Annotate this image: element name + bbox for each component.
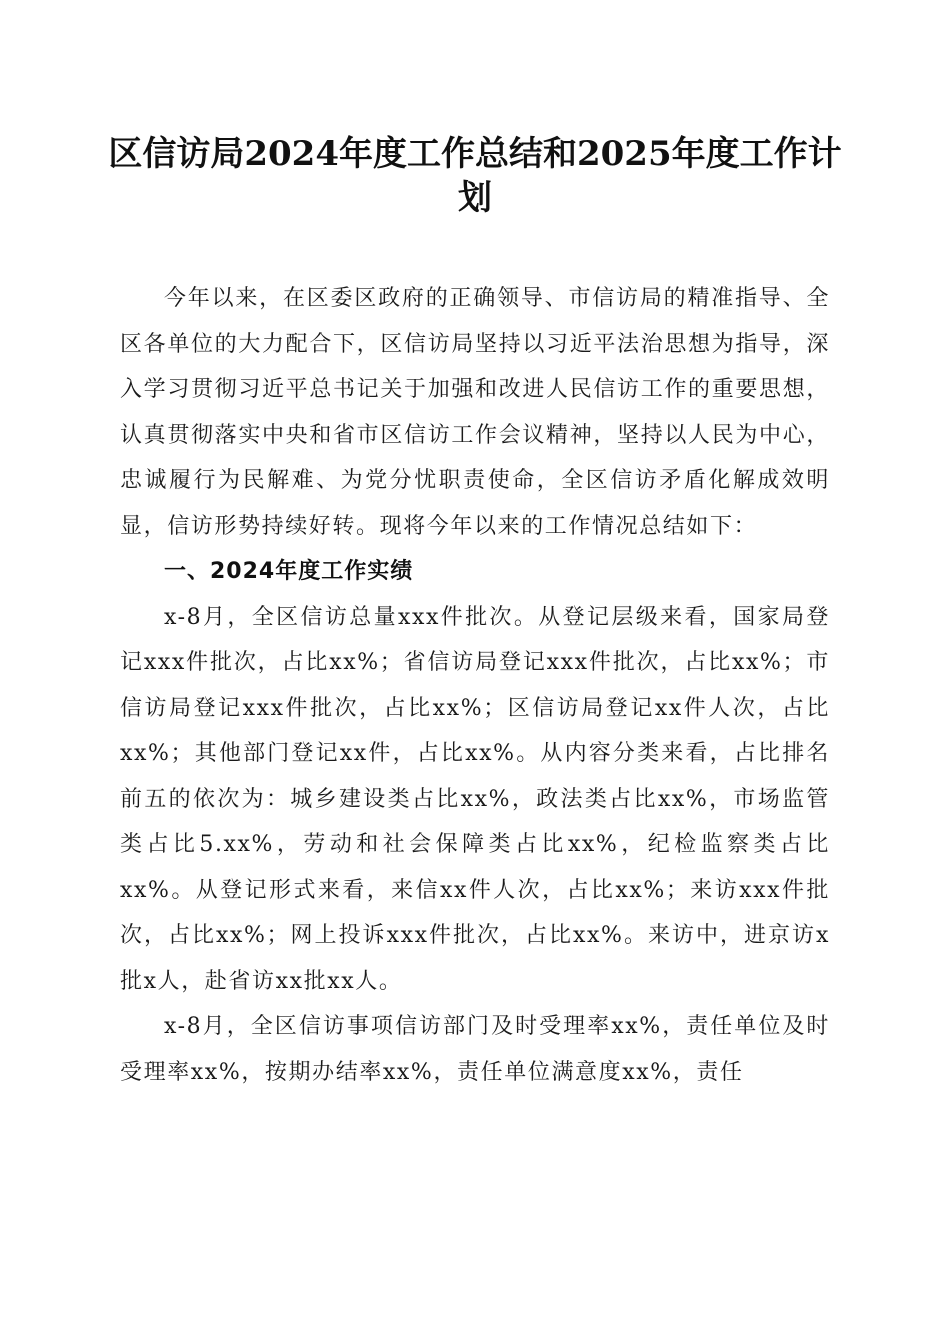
section-heading: 一、2024年度工作实绩 [164,559,414,584]
document-body [120,276,830,1095]
statistics-paragraph: x-8月，全区信访总量xxx件批次。从登记层级来看，国家局登记xxx件批次，占比xx%；省信访局登记xxx件批次，占比xx%；市信访局登记xxx件批次，占比xx%；区信访局登记xx件人次，占比xx%；其他部门登记xx件，占比xx%。从内容分类来看，占比排名前五的依次为：城乡建设类占比xx%，政法类占比xx%，市场监管类占比5.xx%，劳动和社会保障类占比xx%，纪检监察类占比xx%。从登记形式来看，来信xx件人次，占比xx%；来访xxx件批次，占比xx%；网上投诉xxx件批次，占比xx%。来访中，进京访x批x人，赴省访xx批xx人。 [120,604,830,994]
rates-paragraph: x-8月，全区信访事项信访部门及时受理率xx%，责任单位及时受理率xx%，按期办结率xx%，责任单位满意度xx%，责任 [120,1014,830,1085]
intro-paragraph: 今年以来，在区委区政府的正确领导、市信访局的精准指导、全区各单位的大力配合下，区信访局坚持以习近平法治思想为指导，深入学习贯彻习近平总书记关于加强和改进人民信访工作的重要思想，认真贯彻落实中央和省市区信访工作会议精神，坚持以人民为中心，忠诚履行为民解难、为党分忧职责使命，全区信访矛盾化解成效明显，信访形势持续好转。现将今年以来的工作情况总结如下： [120,286,830,539]
document-title: 区信访局2024年度工作总结和2025年度工作计划 [108,134,842,218]
